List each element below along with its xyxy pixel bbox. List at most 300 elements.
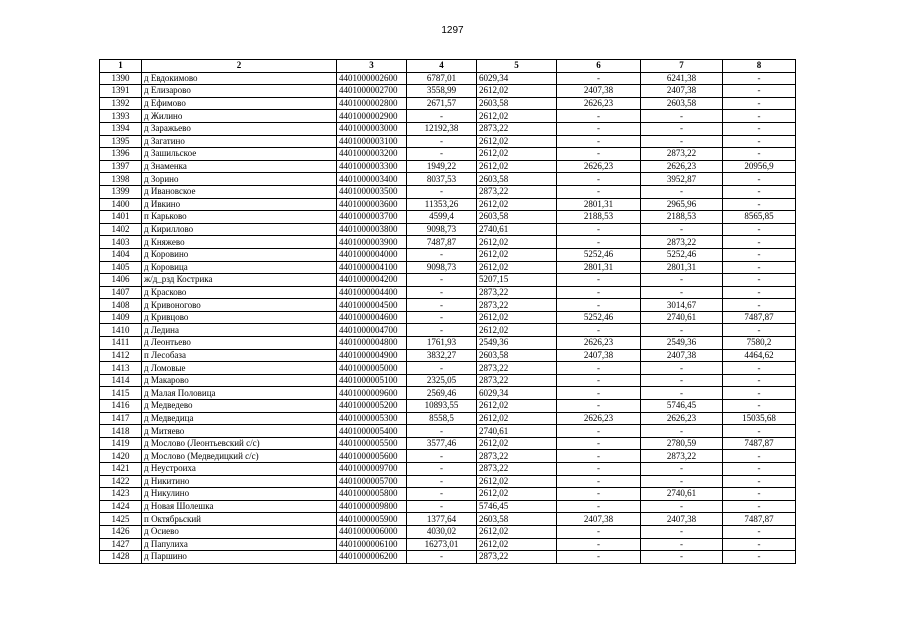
- table-cell: 4401000005500: [337, 437, 407, 450]
- table-cell: 2603,58: [641, 97, 723, 110]
- table-cell: 4401000005900: [337, 513, 407, 526]
- table-cell: 4401000002700: [337, 85, 407, 98]
- table-cell: 4401000004400: [337, 286, 407, 299]
- table-cell: -: [723, 97, 796, 110]
- table-row: [100, 299, 796, 312]
- table-cell: 4401000004900: [337, 349, 407, 362]
- table-cell: -: [641, 475, 723, 488]
- table-cell: -: [723, 110, 796, 123]
- table-cell: д Знаменка: [142, 160, 337, 173]
- table-cell: 2325,05: [407, 374, 477, 387]
- table-cell: 2612,02: [477, 160, 557, 173]
- table-row: [100, 248, 796, 261]
- table-cell: -: [557, 110, 641, 123]
- table-cell: 7580,2: [723, 337, 796, 350]
- table-cell: 2801,31: [641, 261, 723, 274]
- table-row: [100, 500, 796, 513]
- table-cell: д Зорино: [142, 173, 337, 186]
- table-cell: 4401000006100: [337, 538, 407, 551]
- table-cell: 5252,46: [641, 248, 723, 261]
- table-cell: 4401000003300: [337, 160, 407, 173]
- table-cell: 2612,02: [477, 525, 557, 538]
- table-cell: 2612,02: [477, 85, 557, 98]
- table-cell: 4401000006000: [337, 525, 407, 538]
- table-row: [100, 400, 796, 413]
- table-cell: 4401000003800: [337, 223, 407, 236]
- table-cell: -: [723, 173, 796, 186]
- table-cell: 1377,64: [407, 513, 477, 526]
- table-cell: д Заражьево: [142, 122, 337, 135]
- table-cell: -: [641, 110, 723, 123]
- table-cell: -: [723, 122, 796, 135]
- table-cell: 6029,34: [477, 72, 557, 85]
- table-cell: 2740,61: [641, 311, 723, 324]
- table-cell: -: [723, 538, 796, 551]
- table-cell: 4464,62: [723, 349, 796, 362]
- table-cell: 4401000005300: [337, 412, 407, 425]
- table-cell: 4401000004700: [337, 324, 407, 337]
- table-cell: 2801,31: [557, 198, 641, 211]
- table-cell: 1403: [100, 236, 142, 249]
- table-row: [100, 538, 796, 551]
- table-row: [100, 387, 796, 400]
- table-cell: 8565,85: [723, 211, 796, 224]
- table-row: [100, 437, 796, 450]
- table-row: [100, 311, 796, 324]
- table-cell: 2612,02: [477, 311, 557, 324]
- table-cell: 5746,45: [477, 500, 557, 513]
- table-cell: 5207,15: [477, 274, 557, 287]
- table-cell: 4401000005200: [337, 400, 407, 413]
- table-cell: -: [723, 463, 796, 476]
- table-cell: 8037,53: [407, 173, 477, 186]
- table-cell: 5252,46: [557, 311, 641, 324]
- table-cell: 4401000003900: [337, 236, 407, 249]
- table-cell: 2612,02: [477, 198, 557, 211]
- table-row: [100, 72, 796, 85]
- table-cell: 4401000005100: [337, 374, 407, 387]
- table-cell: 3952,87: [641, 173, 723, 186]
- table-cell: 2801,31: [557, 261, 641, 274]
- table-cell: -: [641, 223, 723, 236]
- table-cell: -: [641, 538, 723, 551]
- table-cell: 4401000005800: [337, 488, 407, 501]
- table-cell: -: [407, 299, 477, 312]
- table-cell: 2626,23: [557, 97, 641, 110]
- table-cell: д Никитино: [142, 475, 337, 488]
- table-cell: 1420: [100, 450, 142, 463]
- table-cell: 15035,68: [723, 412, 796, 425]
- table-cell: -: [557, 185, 641, 198]
- table-row: [100, 362, 796, 375]
- table-cell: 2740,61: [477, 223, 557, 236]
- table-row: [100, 412, 796, 425]
- table-cell: 1395: [100, 135, 142, 148]
- table-cell: -: [407, 110, 477, 123]
- table-cell: д Ледина: [142, 324, 337, 337]
- table-row: [100, 551, 796, 564]
- table-cell: 2873,22: [477, 185, 557, 198]
- table-cell: 4401000003200: [337, 148, 407, 161]
- table-cell: -: [723, 525, 796, 538]
- table-cell: 2407,38: [557, 349, 641, 362]
- table-row: [100, 135, 796, 148]
- table-cell: -: [723, 286, 796, 299]
- table-cell: 2873,22: [641, 148, 723, 161]
- table-cell: 4401000009800: [337, 500, 407, 513]
- table-cell: д Зашильское: [142, 148, 337, 161]
- table-header-row: [100, 60, 796, 73]
- table-cell: -: [723, 488, 796, 501]
- table-cell: 2407,38: [557, 85, 641, 98]
- table-cell: 1391: [100, 85, 142, 98]
- table-cell: 1408: [100, 299, 142, 312]
- table-cell: 11353,26: [407, 198, 477, 211]
- table-cell: -: [557, 72, 641, 85]
- table-cell: -: [641, 324, 723, 337]
- table-cell: д Ефимово: [142, 97, 337, 110]
- table-cell: п Карьково: [142, 211, 337, 224]
- table-cell: 2965,96: [641, 198, 723, 211]
- table-cell: д Евдокимово: [142, 72, 337, 85]
- table-cell: 9098,73: [407, 223, 477, 236]
- table-cell: -: [723, 85, 796, 98]
- table-cell: 4599,4: [407, 211, 477, 224]
- table-cell: -: [641, 274, 723, 287]
- column-header: 8: [723, 60, 796, 73]
- table-cell: 7487,87: [723, 311, 796, 324]
- table-cell: -: [557, 463, 641, 476]
- table-cell: 1406: [100, 274, 142, 287]
- table-cell: д Ивкино: [142, 198, 337, 211]
- table-cell: 3558,99: [407, 85, 477, 98]
- table-cell: 1412: [100, 349, 142, 362]
- table-cell: 1428: [100, 551, 142, 564]
- table-cell: -: [723, 148, 796, 161]
- table-cell: 2603,58: [477, 173, 557, 186]
- table-cell: 7487,87: [723, 513, 796, 526]
- table-cell: 1407: [100, 286, 142, 299]
- table-cell: -: [557, 223, 641, 236]
- table-cell: -: [557, 122, 641, 135]
- table-cell: 3014,67: [641, 299, 723, 312]
- table-cell: 4401000004800: [337, 337, 407, 350]
- table-cell: 3832,27: [407, 349, 477, 362]
- table-cell: -: [723, 551, 796, 564]
- table-cell: 4401000002900: [337, 110, 407, 123]
- table-cell: 1419: [100, 437, 142, 450]
- table-cell: д Кривцово: [142, 311, 337, 324]
- table-cell: 4401000002800: [337, 97, 407, 110]
- table-cell: -: [641, 135, 723, 148]
- table-cell: 2873,22: [477, 122, 557, 135]
- table-cell: 2549,36: [477, 337, 557, 350]
- table-cell: 2569,46: [407, 387, 477, 400]
- table-cell: 4401000005000: [337, 362, 407, 375]
- table-cell: 3577,46: [407, 437, 477, 450]
- table-cell: 1422: [100, 475, 142, 488]
- table-cell: 2873,22: [477, 374, 557, 387]
- table-body: [100, 72, 796, 563]
- table-cell: д Красково: [142, 286, 337, 299]
- table-cell: -: [407, 148, 477, 161]
- table-cell: д Макарово: [142, 374, 337, 387]
- table-cell: д Паршино: [142, 551, 337, 564]
- table-row: [100, 185, 796, 198]
- table-cell: -: [407, 286, 477, 299]
- table-cell: д Ломовые: [142, 362, 337, 375]
- table-cell: -: [557, 387, 641, 400]
- table-cell: 4401000004500: [337, 299, 407, 312]
- table-cell: -: [723, 475, 796, 488]
- table-cell: -: [641, 425, 723, 438]
- table-cell: -: [557, 374, 641, 387]
- table-cell: -: [723, 185, 796, 198]
- table-cell: 12192,38: [407, 122, 477, 135]
- table-cell: -: [557, 135, 641, 148]
- table-cell: 1417: [100, 412, 142, 425]
- table-cell: 1421: [100, 463, 142, 476]
- table-cell: 16273,01: [407, 538, 477, 551]
- table-cell: 2603,58: [477, 513, 557, 526]
- column-header: 1: [100, 60, 142, 73]
- table-cell: -: [557, 475, 641, 488]
- table-row: [100, 274, 796, 287]
- table-cell: 2873,22: [477, 463, 557, 476]
- table-cell: 2740,61: [641, 488, 723, 501]
- table-cell: 1401: [100, 211, 142, 224]
- table-cell: -: [557, 437, 641, 450]
- table-cell: -: [407, 500, 477, 513]
- table-cell: -: [641, 463, 723, 476]
- table-cell: -: [557, 488, 641, 501]
- table-cell: 1398: [100, 173, 142, 186]
- table-cell: -: [641, 551, 723, 564]
- column-header: 2: [142, 60, 337, 73]
- table-cell: 1393: [100, 110, 142, 123]
- table-row: [100, 324, 796, 337]
- table-cell: 2626,23: [641, 160, 723, 173]
- table-cell: -: [723, 299, 796, 312]
- table-cell: 2873,22: [641, 450, 723, 463]
- table-row: [100, 211, 796, 224]
- table-cell: -: [723, 450, 796, 463]
- page-number: 1297: [441, 25, 464, 36]
- table-cell: 7487,87: [407, 236, 477, 249]
- table-cell: -: [641, 362, 723, 375]
- table-cell: 4401000004200: [337, 274, 407, 287]
- table-row: [100, 223, 796, 236]
- table-cell: 2407,38: [641, 513, 723, 526]
- table-cell: 4401000006200: [337, 551, 407, 564]
- table-row: [100, 286, 796, 299]
- table-cell: -: [641, 286, 723, 299]
- table-cell: 4401000004100: [337, 261, 407, 274]
- table-cell: 1416: [100, 400, 142, 413]
- table-cell: -: [723, 198, 796, 211]
- table-cell: д Загатино: [142, 135, 337, 148]
- table-cell: д Медведево: [142, 400, 337, 413]
- table-cell: д Елизарово: [142, 85, 337, 98]
- table-cell: -: [723, 324, 796, 337]
- table-cell: 1392: [100, 97, 142, 110]
- table-cell: 2612,02: [477, 261, 557, 274]
- table-cell: -: [723, 400, 796, 413]
- table-cell: 4401000003500: [337, 185, 407, 198]
- table-cell: -: [641, 122, 723, 135]
- table-cell: 9098,73: [407, 261, 477, 274]
- table-cell: 1761,93: [407, 337, 477, 350]
- table-cell: д Новая Шолешка: [142, 500, 337, 513]
- table-cell: 4401000003700: [337, 211, 407, 224]
- table-cell: -: [407, 324, 477, 337]
- table-cell: -: [723, 374, 796, 387]
- column-header: 3: [337, 60, 407, 73]
- table-cell: 2626,23: [641, 412, 723, 425]
- table-cell: 4401000005400: [337, 425, 407, 438]
- table-row: [100, 148, 796, 161]
- table-cell: -: [557, 236, 641, 249]
- table-cell: 2873,22: [477, 450, 557, 463]
- table-cell: 1411: [100, 337, 142, 350]
- table-cell: 1394: [100, 122, 142, 135]
- table-cell: -: [641, 525, 723, 538]
- table-cell: -: [557, 362, 641, 375]
- table-row: [100, 525, 796, 538]
- table-cell: -: [723, 261, 796, 274]
- table-row: [100, 463, 796, 476]
- table-cell: -: [557, 425, 641, 438]
- table-cell: д Леонтьево: [142, 337, 337, 350]
- table-cell: 4401000004000: [337, 248, 407, 261]
- table-cell: 2612,02: [477, 135, 557, 148]
- table-cell: -: [557, 286, 641, 299]
- table-cell: -: [407, 551, 477, 564]
- table-cell: 1427: [100, 538, 142, 551]
- table-row: [100, 374, 796, 387]
- table-cell: -: [723, 223, 796, 236]
- table-cell: 1415: [100, 387, 142, 400]
- table-cell: 6241,38: [641, 72, 723, 85]
- table-cell: -: [557, 525, 641, 538]
- table-cell: 4401000005600: [337, 450, 407, 463]
- table-cell: 2873,22: [477, 286, 557, 299]
- table-cell: п Лесобаза: [142, 349, 337, 362]
- table-cell: -: [557, 450, 641, 463]
- table-cell: 2407,38: [641, 349, 723, 362]
- table-cell: 2407,38: [557, 513, 641, 526]
- table-cell: 2873,22: [477, 299, 557, 312]
- table-cell: 1399: [100, 185, 142, 198]
- table-row: [100, 261, 796, 274]
- table-cell: ж/д_рзд Кострика: [142, 274, 337, 287]
- table-cell: д Мослово (Медведицкий с/с): [142, 450, 337, 463]
- table-cell: 4401000002600: [337, 72, 407, 85]
- table-cell: -: [407, 135, 477, 148]
- table-cell: 2873,22: [477, 551, 557, 564]
- table-cell: 4401000003600: [337, 198, 407, 211]
- table-cell: д Княжево: [142, 236, 337, 249]
- table-cell: д Неустроиха: [142, 463, 337, 476]
- table-cell: -: [641, 374, 723, 387]
- table-row: [100, 450, 796, 463]
- table-cell: 4401000003100: [337, 135, 407, 148]
- table-row: [100, 337, 796, 350]
- table-cell: 4401000003000: [337, 122, 407, 135]
- column-header: 5: [477, 60, 557, 73]
- table-cell: 1400: [100, 198, 142, 211]
- table-cell: 10893,55: [407, 400, 477, 413]
- table-cell: 2671,57: [407, 97, 477, 110]
- table-cell: 4401000009700: [337, 463, 407, 476]
- table-cell: -: [407, 311, 477, 324]
- table-cell: 2612,02: [477, 324, 557, 337]
- table-cell: 1423: [100, 488, 142, 501]
- table-cell: д Осиево: [142, 525, 337, 538]
- table-cell: -: [407, 274, 477, 287]
- table-cell: -: [407, 475, 477, 488]
- table-cell: 1409: [100, 311, 142, 324]
- table-cell: д Никулино: [142, 488, 337, 501]
- table-cell: -: [723, 135, 796, 148]
- table-cell: 2626,23: [557, 160, 641, 173]
- table-cell: 2780,59: [641, 437, 723, 450]
- table-cell: -: [641, 500, 723, 513]
- table-row: [100, 160, 796, 173]
- table-cell: 2612,02: [477, 475, 557, 488]
- table-cell: -: [723, 248, 796, 261]
- table-row: [100, 475, 796, 488]
- table-cell: 2188,53: [641, 211, 723, 224]
- table-cell: 1404: [100, 248, 142, 261]
- table-cell: п Октябрьский: [142, 513, 337, 526]
- table-cell: 4401000003400: [337, 173, 407, 186]
- table-cell: -: [557, 324, 641, 337]
- table-cell: -: [723, 72, 796, 85]
- table-row: [100, 488, 796, 501]
- table-cell: -: [557, 148, 641, 161]
- table-cell: 2603,58: [477, 349, 557, 362]
- table-cell: 2603,58: [477, 211, 557, 224]
- table-cell: 1413: [100, 362, 142, 375]
- table-cell: -: [557, 538, 641, 551]
- table-cell: -: [407, 450, 477, 463]
- table-cell: 7487,87: [723, 437, 796, 450]
- table-cell: -: [723, 362, 796, 375]
- table-cell: 4030,02: [407, 525, 477, 538]
- table-cell: 1426: [100, 525, 142, 538]
- table-cell: 2612,02: [477, 236, 557, 249]
- table-cell: 2612,02: [477, 110, 557, 123]
- table-cell: 1949,22: [407, 160, 477, 173]
- table-cell: 1405: [100, 261, 142, 274]
- table-cell: 20956,9: [723, 160, 796, 173]
- table-cell: 4401000005700: [337, 475, 407, 488]
- table-row: [100, 513, 796, 526]
- table-cell: 1424: [100, 500, 142, 513]
- table-cell: -: [407, 425, 477, 438]
- table-cell: 2549,36: [641, 337, 723, 350]
- table-cell: -: [557, 400, 641, 413]
- table-cell: 4401000004600: [337, 311, 407, 324]
- table-cell: 1410: [100, 324, 142, 337]
- table-cell: 1425: [100, 513, 142, 526]
- table-row: [100, 349, 796, 362]
- table-cell: -: [557, 551, 641, 564]
- table-cell: 1414: [100, 374, 142, 387]
- table-cell: 1402: [100, 223, 142, 236]
- table-cell: д Жилино: [142, 110, 337, 123]
